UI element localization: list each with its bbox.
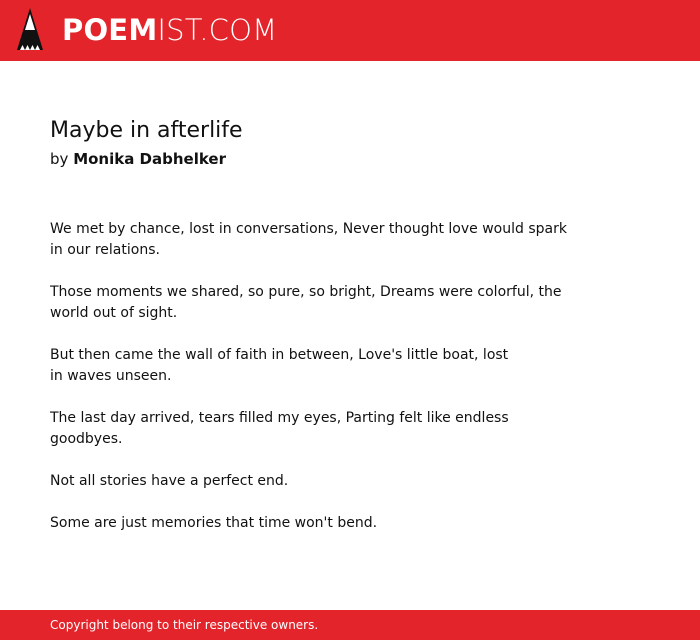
site-logo-link[interactable] — [17, 8, 277, 52]
pencil-icon — [17, 8, 43, 52]
logo-light-text: IST.COM — [157, 12, 278, 47]
byline-prefix: by — [50, 150, 69, 168]
poem-stanza: But then came the wall of faith in between, Love's little boat, lost in waves unseen. — [50, 347, 509, 384]
site-footer — [0, 610, 700, 640]
poem-body — [50, 219, 610, 534]
poem-stanza: Not all stories have a perfect end. — [50, 473, 289, 489]
copyright-text: Copyright belong to their respective owners. — [50, 618, 319, 632]
site-logo-text — [62, 12, 278, 47]
logo-strong-text: POEM — [62, 12, 158, 47]
poem-content — [50, 117, 610, 555]
poem-stanza: Some are just memories that time won't bend. — [50, 515, 378, 531]
author-name: Monika Dabhelker — [73, 150, 227, 168]
author-byline — [50, 149, 610, 169]
poem-stanza: We met by chance, lost in conversations, Never thought love would spark in our relations. — [50, 221, 567, 258]
poem-stanza: The last day arrived, tears filled my eyes, Parting felt like endless goodbyes. — [50, 410, 509, 447]
poem-stanza: Those moments we shared, so pure, so bright, Dreams were colorful, the world out of sight. — [50, 284, 562, 321]
poem-title: Maybe in afterlife — [50, 118, 243, 143]
site-header — [0, 0, 700, 61]
